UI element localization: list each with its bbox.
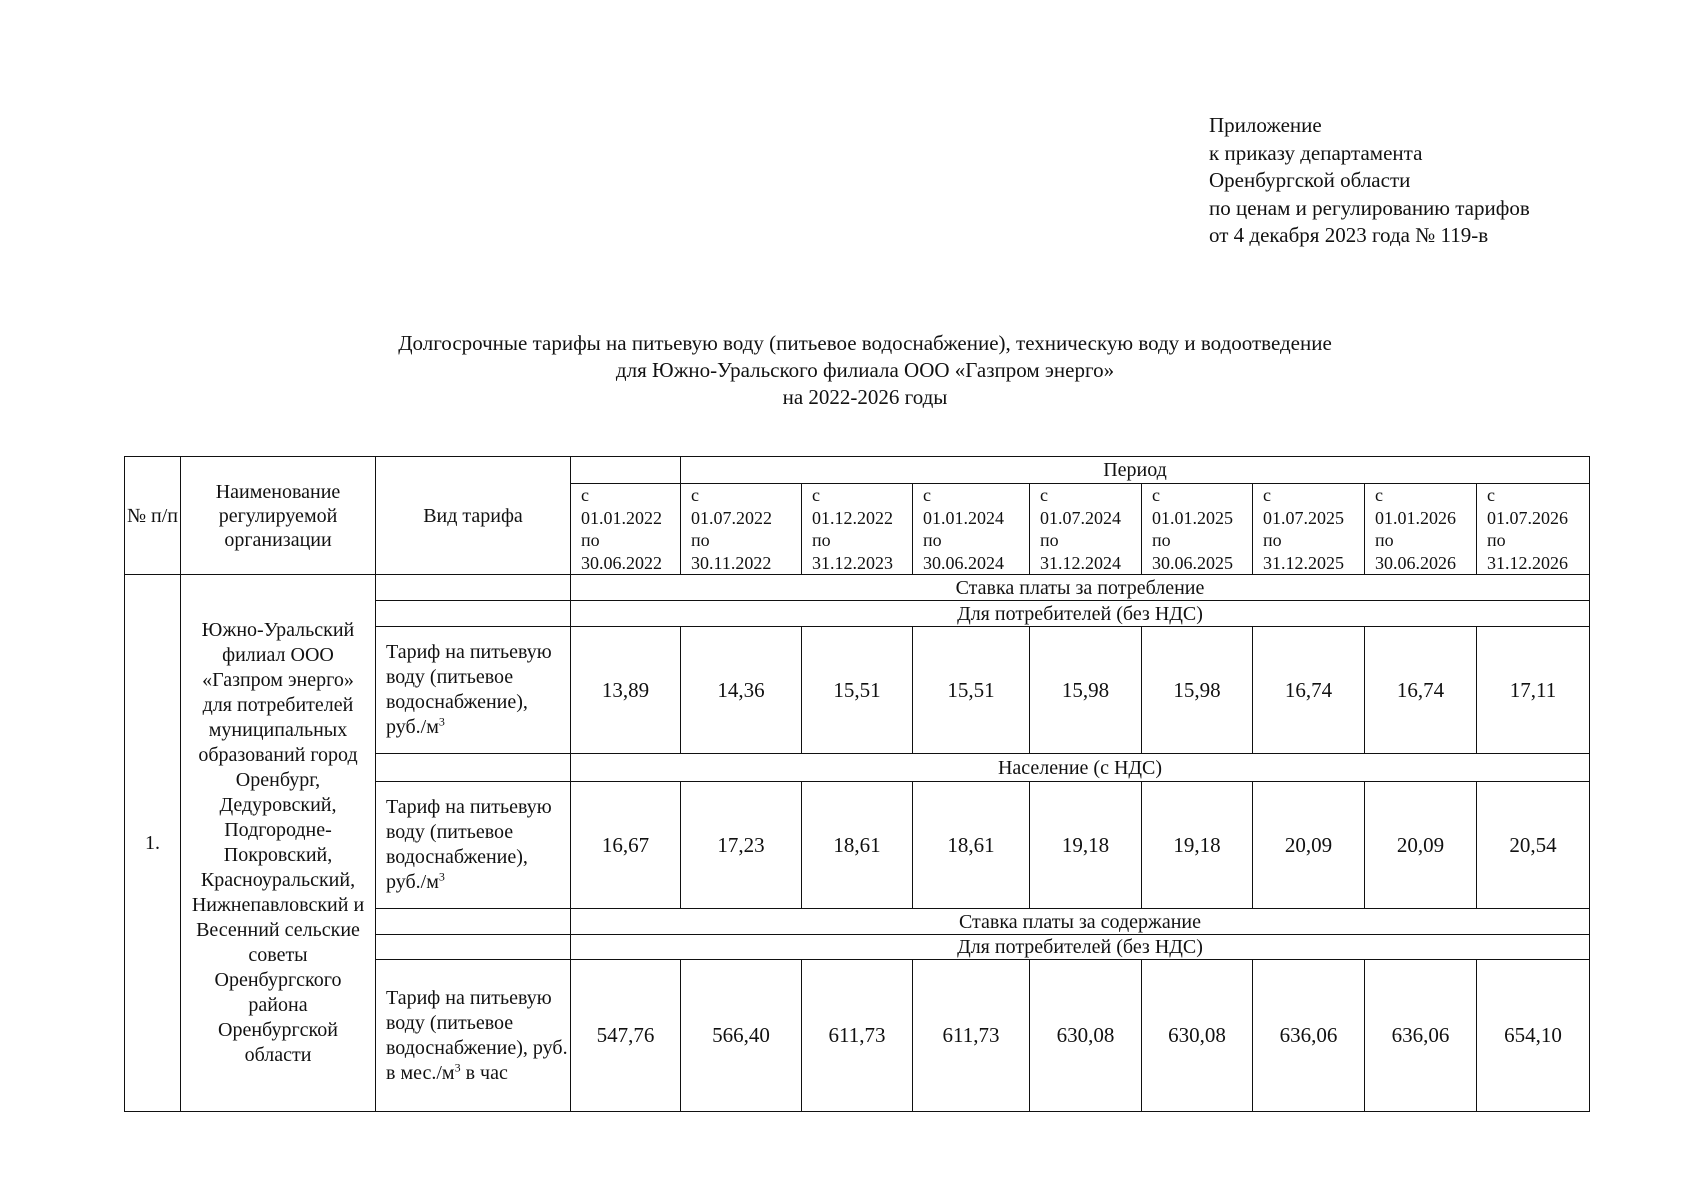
tariff-value: 18,61 [802,782,913,909]
empty-cell [376,754,571,782]
tariff-kind-sup: 3 [438,714,445,729]
period-to: 30.06.2022 [581,552,662,573]
tariff-value: 18,61 [913,782,1030,909]
period-to: 31.12.2023 [812,552,893,573]
header-period: Период [681,457,1590,484]
period-to: 31.12.2024 [1040,552,1121,573]
empty-cell [376,909,571,935]
period-cell [1477,484,1590,575]
period-to: 31.12.2026 [1487,552,1568,573]
tariff-value: 654,10 [1477,960,1590,1112]
tariff-value: 13,89 [571,627,681,754]
period-from: 01.07.2025 [1263,507,1344,528]
appendix-line: по ценам и регулированию тарифов [1209,195,1530,220]
period-cell [1142,484,1253,575]
period-from: 01.01.2022 [581,507,662,528]
tariff-kind-sup: 3 [438,869,445,884]
period-po: по [1263,530,1282,550]
period-from: 01.07.2024 [1040,507,1121,528]
tariff-value: 20,09 [1253,782,1365,909]
title-line: Долгосрочные тарифы на питьевую воду (питьевое водоснабжение), техническую воду и водоотведение [398,331,1332,355]
period-po: по [1375,530,1394,550]
header-empty-cell [571,457,681,484]
section-consumers-no-vat-2: Для потребителей (без НДС) [571,935,1590,960]
period-po: по [923,530,942,550]
period-to: 30.11.2022 [691,552,772,573]
period-po: по [581,530,600,550]
empty-cell [376,575,571,601]
section-population-vat: Население (с НДС) [571,754,1590,782]
period-po: по [691,530,710,550]
organization-name: Южно-Уральский филиал ООО «Газпром энерго» для потребителей муниципальных образований город Оренбург, Дедуровский, Подгородне-Покровский, Красноуральский, Нижнепавловский и Весенний сельские советы Оренбургского района Оренбургской области [181,575,376,1112]
period-po: по [1487,530,1506,550]
tariff-value: 20,09 [1365,782,1477,909]
period-c: с [1040,485,1048,505]
header-org: Наименование регулируемой организации [181,457,376,575]
tariff-value: 19,18 [1030,782,1142,909]
tariff-kind [376,960,571,1112]
period-c: с [1487,485,1495,505]
header-num: № п/п [125,457,181,575]
period-from: 01.12.2022 [812,507,893,528]
tariff-kind-sup: 3 [454,1059,461,1074]
document-title [0,330,1695,411]
tariff-kind-text: Тариф на питьевую воду (питьевое водоснабжение), руб. в мес./м [386,986,568,1084]
tariff-value: 611,73 [802,960,913,1112]
tariff-value: 566,40 [681,960,802,1112]
appendix-block [1209,112,1530,250]
tariff-value: 636,06 [1253,960,1365,1112]
period-cell [1365,484,1477,575]
period-to: 30.06.2025 [1152,552,1233,573]
period-c: с [581,485,589,505]
period-po: по [1152,530,1171,550]
period-po: по [1040,530,1059,550]
section-consumption: Ставка платы за потребление [571,575,1590,601]
tariff-value: 16,74 [1365,627,1477,754]
table-body [125,457,1590,1112]
tariff-value: 16,67 [571,782,681,909]
title-line: на 2022-2026 годы [782,385,948,409]
tariff-value: 15,51 [913,627,1030,754]
empty-cell [376,601,571,627]
tariff-value: 547,76 [571,960,681,1112]
tariff-value: 630,08 [1030,960,1142,1112]
header-row-1 [125,457,1590,484]
tariff-kind-text-after: в час [460,1061,508,1084]
tariff-value: 630,08 [1142,960,1253,1112]
period-from: 01.01.2026 [1375,507,1456,528]
tariff-value: 15,51 [802,627,913,754]
section-consumers-no-vat: Для потребителей (без НДС) [571,601,1590,627]
tariff-value: 17,23 [681,782,802,909]
period-to: 31.12.2025 [1263,552,1344,573]
row-number: 1. [125,575,181,1112]
period-from: 01.07.2026 [1487,507,1568,528]
period-c: с [1152,485,1160,505]
tariff-kind-text: Тариф на питьевую воду (питьевое водоснабжение), руб./м [386,641,552,738]
period-po: по [812,530,831,550]
tariff-kind [376,627,571,754]
period-cell [802,484,913,575]
period-to: 30.06.2024 [923,552,1004,573]
period-c: с [1263,485,1271,505]
tariff-value: 16,74 [1253,627,1365,754]
period-from: 01.01.2024 [923,507,1004,528]
tariff-value: 20,54 [1477,782,1590,909]
period-cell [1253,484,1365,575]
appendix-line: от 4 декабря 2023 года № 119-в [1209,223,1489,247]
period-c: с [691,485,699,505]
appendix-line: Приложение [1209,113,1322,137]
title-line: для Южно-Уральского филиала ООО «Газпром энерго» [615,358,1115,382]
tariff-value: 15,98 [1142,627,1253,754]
header-kind: Вид тарифа [376,457,571,575]
period-c: с [812,485,820,505]
tariff-value: 14,36 [681,627,802,754]
appendix-line: Оренбургской области [1209,168,1411,192]
period-c: с [923,485,931,505]
period-cell [913,484,1030,575]
appendix-line: к приказу департамента [1209,140,1423,165]
tariff-value: 17,11 [1477,627,1590,754]
section-maintenance: Ставка платы за содержание [571,909,1590,935]
empty-cell [376,935,571,960]
tariff-kind [376,782,571,909]
tariff-value: 19,18 [1142,782,1253,909]
tariff-value: 636,06 [1365,960,1477,1112]
period-from: 01.01.2025 [1152,507,1233,528]
tariff-value: 611,73 [913,960,1030,1112]
section-row-consumption [125,575,1590,601]
period-from: 01.07.2022 [691,507,772,528]
period-cell [681,484,802,575]
tariff-table [124,456,1590,1112]
period-cell [1030,484,1142,575]
tariff-kind-text: Тариф на питьевую воду (питьевое водоснабжение), руб./м [386,796,552,893]
period-cell [571,484,681,575]
period-to: 30.06.2026 [1375,552,1456,573]
tariff-value: 15,98 [1030,627,1142,754]
period-c: с [1375,485,1383,505]
